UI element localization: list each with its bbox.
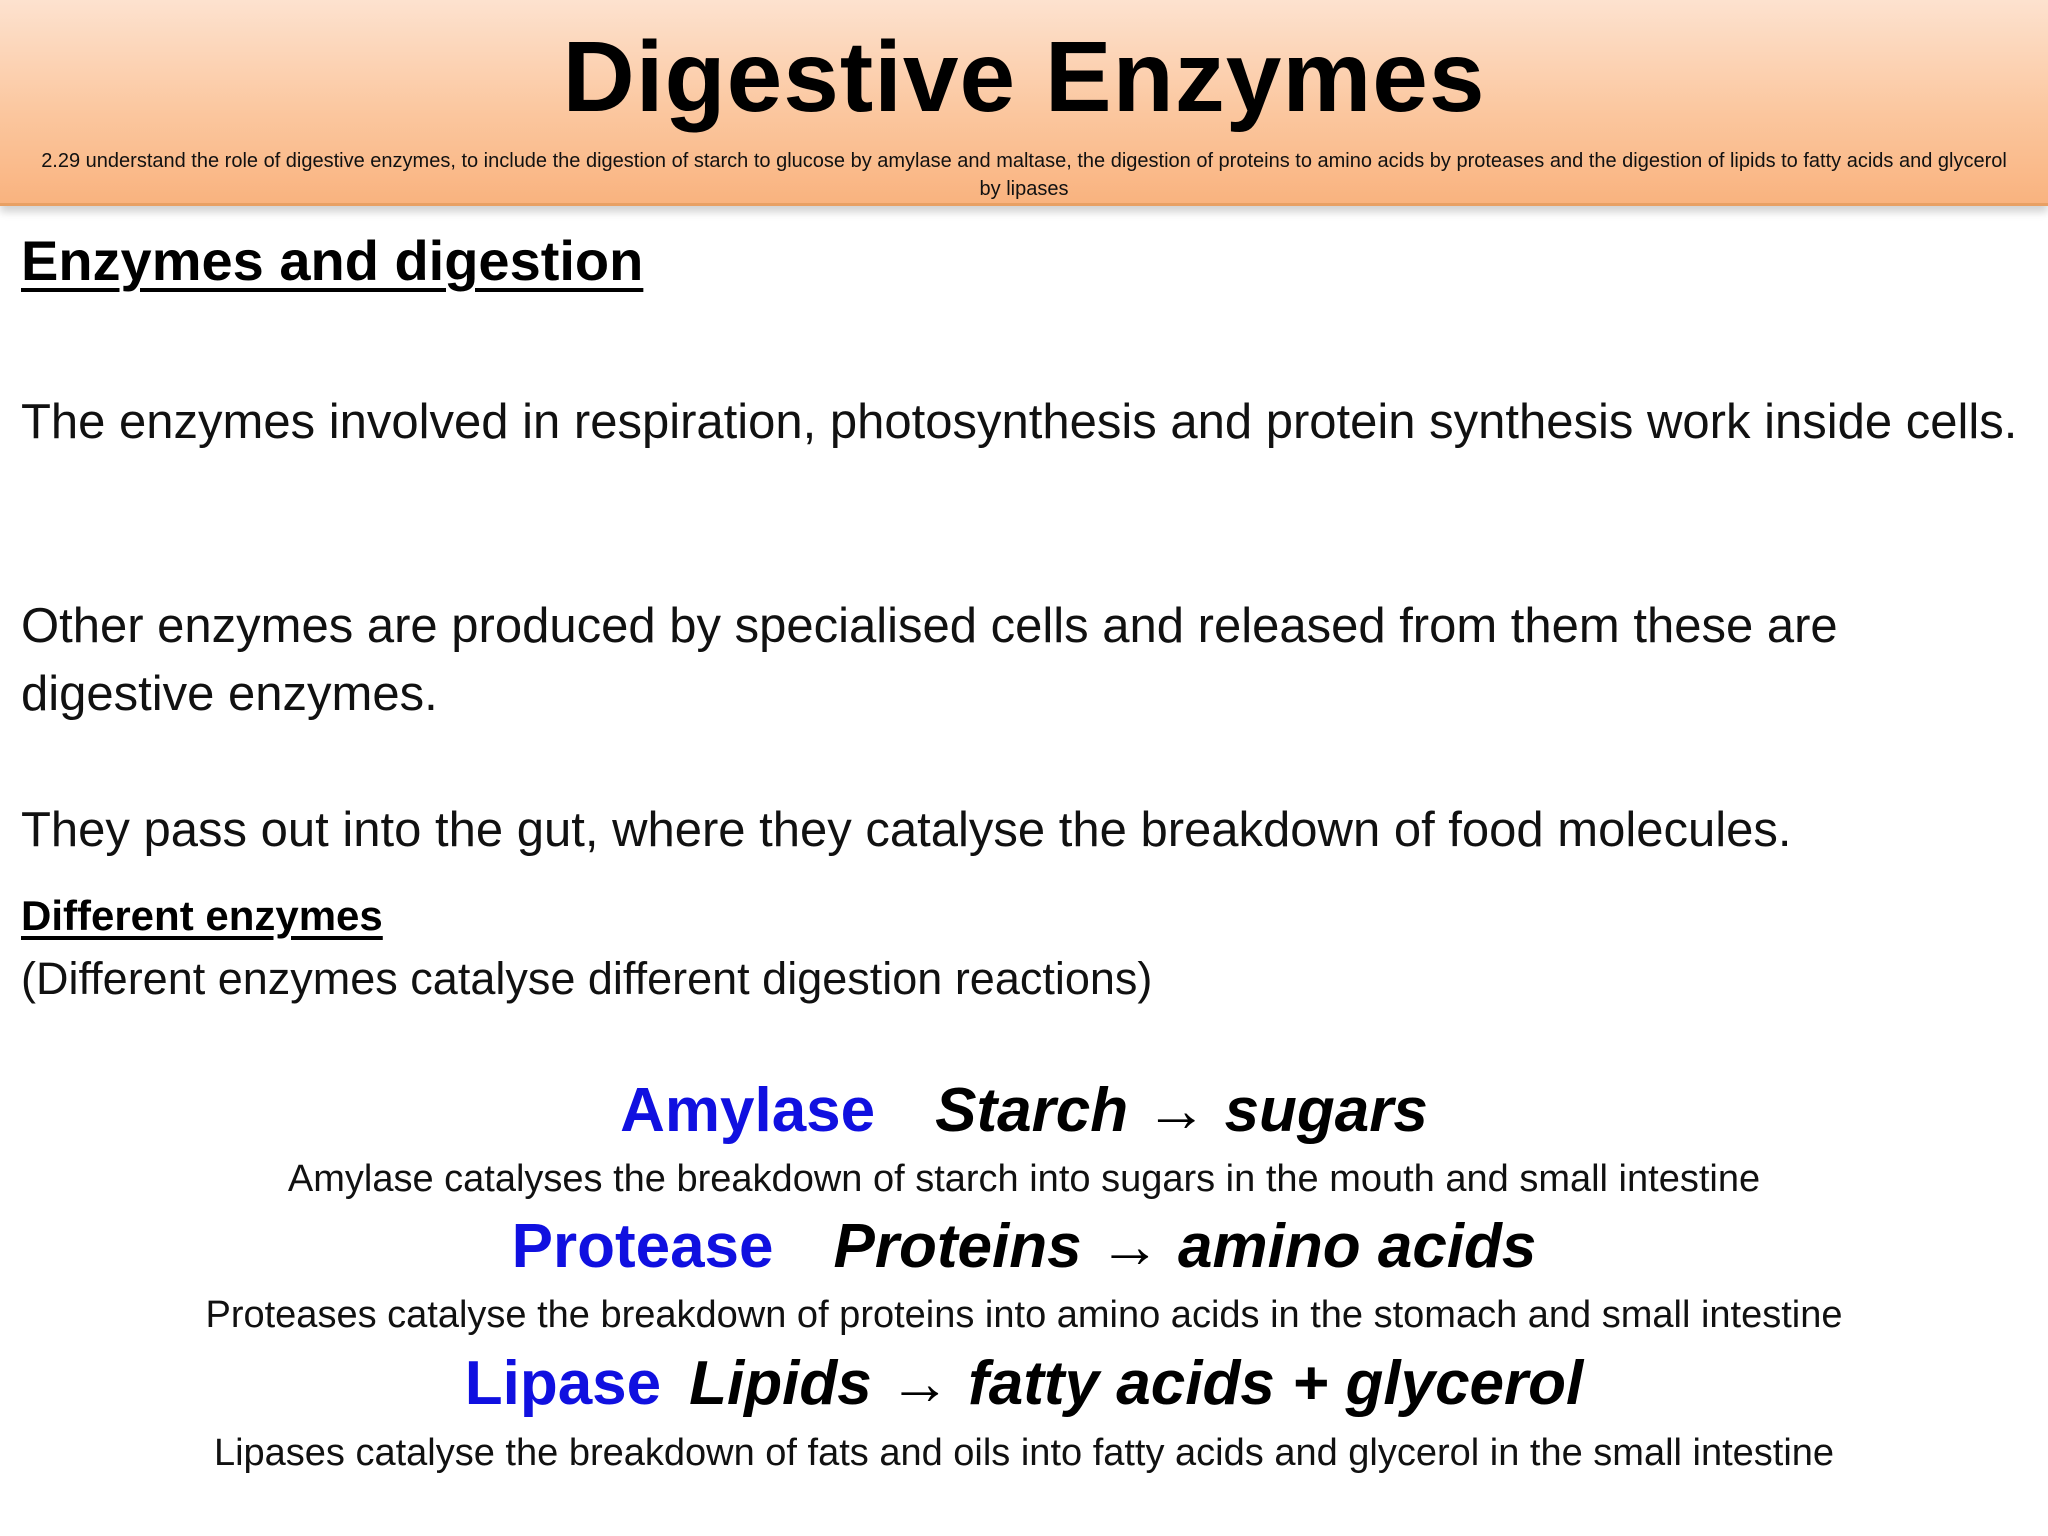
paragraph-gut: They pass out into the gut, where they catalyse the breakdown of food molecules.	[21, 803, 1792, 857]
enzyme-description: Lipases catalyse the breakdown of fats and oils into fatty acids and glycerol in the small intestine	[213, 1432, 1835, 1474]
header-banner	[0, 0, 2048, 206]
paragraph-digestive-enzymes: Other enzymes are produced by specialised cells and released from them these are digestive enzymes.	[21, 599, 1838, 721]
enzyme-reaction: Proteins → amino acids	[833, 1212, 1537, 1281]
enzyme-name: Lipase	[464, 1349, 662, 1418]
enzyme-row-protease	[0, 1210, 2048, 1284]
page-title: Digestive Enzymes	[562, 21, 1486, 133]
section-heading: Enzymes and digestion	[21, 229, 644, 292]
paragraph-inside-cells: The enzymes involved in respiration, photosynthesis and protein synthesis work inside cells.	[21, 395, 2018, 449]
enzyme-description: Proteases catalyse the breakdown of proteins into amino acids in the stomach and small intestine	[205, 1294, 1843, 1336]
enzyme-row-amylase	[0, 1074, 2048, 1148]
enzyme-description: Amylase catalyses the breakdown of starch into sugars in the mouth and small intestine	[287, 1158, 1761, 1200]
enzyme-name: Protease	[511, 1212, 774, 1281]
enzyme-name: Amylase	[620, 1076, 876, 1145]
enzyme-reaction: Starch → sugars	[935, 1076, 1428, 1145]
different-enzymes-heading: Different enzymes	[21, 892, 383, 939]
different-enzymes-note: (Different enzymes catalyse different digestion reactions)	[21, 953, 1153, 1004]
enzyme-reaction: Lipids → fatty acids + glycerol	[689, 1349, 1584, 1418]
specification-text: 2.29 understand the role of digestive enzymes, to include the digestion of starch to glucose by amylase and maltase, the digestion of proteins to amino acids by proteases and the digestion of lipids to fatty acids and glycerol by lipases	[41, 150, 2007, 200]
enzyme-row-lipase	[0, 1347, 2048, 1421]
